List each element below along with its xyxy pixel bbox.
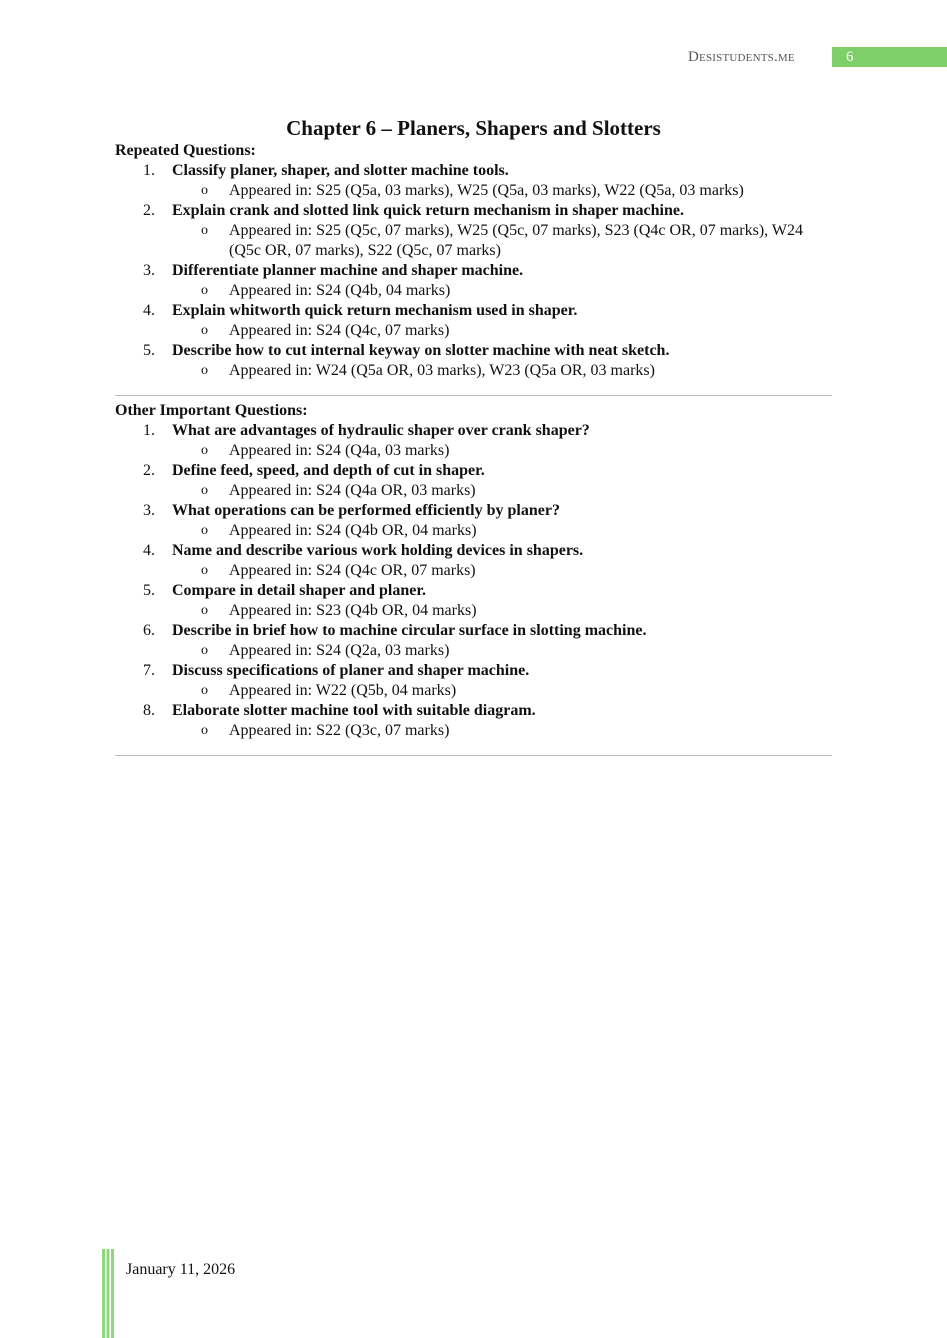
- section-heading-other: Other Important Questions:: [115, 402, 308, 419]
- question-number: 5.: [143, 342, 155, 359]
- bullet-icon: o: [201, 603, 208, 618]
- content: [115, 141, 832, 761]
- appeared-text: Appeared in: S24 (Q4c OR, 07 marks): [229, 562, 476, 579]
- question-item: [115, 301, 832, 321]
- bullet-icon: o: [201, 683, 208, 698]
- bullet-icon: o: [201, 643, 208, 658]
- question-item: [115, 261, 832, 281]
- appeared-text: Appeared in: S23 (Q4b OR, 04 marks): [229, 602, 477, 619]
- page-number-badge: 6: [832, 47, 947, 67]
- question-item: [115, 581, 832, 601]
- appeared-text: Appeared in: S24 (Q2a, 03 marks): [229, 642, 450, 659]
- appeared-in: [115, 481, 832, 501]
- appeared-text: Appeared in: S24 (Q4a, 03 marks): [229, 442, 450, 459]
- bullet-icon: o: [201, 723, 208, 738]
- divider: [115, 755, 832, 756]
- appeared-in: [115, 641, 832, 661]
- question-number: 5.: [143, 582, 155, 599]
- footer-date: January 11, 2026: [126, 1261, 236, 1278]
- question-number: 1.: [143, 422, 155, 439]
- appeared-in: [115, 681, 832, 701]
- appeared-text: Appeared in: S22 (Q3c, 07 marks): [229, 722, 450, 739]
- appeared-in: [115, 441, 832, 461]
- bullet-icon: o: [201, 283, 208, 298]
- bullet-icon: o: [201, 483, 208, 498]
- appeared-text: Appeared in: W24 (Q5a OR, 03 marks), W23 (Q5a OR, 03 marks): [229, 362, 655, 379]
- appeared-text: Appeared in: S24 (Q4a OR, 03 marks): [229, 482, 476, 499]
- question-item: [115, 341, 832, 361]
- appeared-in: [115, 601, 832, 621]
- section-heading-repeated: Repeated Questions:: [115, 142, 256, 159]
- question-text: Describe in brief how to machine circular surface in slotting machine.: [172, 622, 647, 639]
- question-item: [115, 661, 832, 681]
- appeared-in: [115, 561, 832, 581]
- header-site-name: Desistudents.me: [688, 49, 795, 65]
- question-number: 3.: [143, 262, 155, 279]
- question-text: Explain whitworth quick return mechanism used in shaper.: [172, 302, 578, 319]
- question-text: Differentiate planner machine and shaper machine.: [172, 262, 524, 279]
- question-number: 3.: [143, 502, 155, 519]
- appeared-text: Appeared in: S24 (Q4b OR, 04 marks): [229, 522, 477, 539]
- bullet-icon: o: [201, 183, 208, 198]
- question-item: [115, 541, 832, 561]
- question-number: 1.: [143, 162, 155, 179]
- bullet-icon: o: [201, 443, 208, 458]
- question-number: 4.: [143, 302, 155, 319]
- appeared-in: [115, 221, 832, 261]
- question-text: Compare in detail shaper and planer.: [172, 582, 426, 599]
- question-item: [115, 501, 832, 521]
- question-number: 2.: [143, 462, 155, 479]
- divider: [115, 395, 832, 396]
- question-number: 8.: [143, 702, 155, 719]
- bullet-icon: o: [201, 363, 208, 378]
- question-number: 6.: [143, 622, 155, 639]
- appeared-text: Appeared in: S25 (Q5c, 07 marks), W25 (Q5c, 07 marks), S23 (Q4c OR, 07 marks), W24 (Q5c OR, 07 marks), S22 (Q5c, 07 marks): [229, 222, 803, 259]
- question-text: Elaborate slotter machine tool with suitable diagram.: [172, 702, 536, 719]
- bullet-icon: o: [201, 523, 208, 538]
- appeared-text: Appeared in: W22 (Q5b, 04 marks): [229, 682, 457, 699]
- footer-accent-bars: [102, 1249, 114, 1338]
- question-text: Classify planer, shaper, and slotter machine tools.: [172, 162, 509, 179]
- question-number: 4.: [143, 542, 155, 559]
- question-number: 7.: [143, 662, 155, 679]
- other-list: [115, 421, 832, 741]
- question-text: Define feed, speed, and depth of cut in shaper.: [172, 462, 485, 479]
- appeared-in: [115, 721, 832, 741]
- question-text: What operations can be performed efficiently by planer?: [172, 502, 560, 519]
- appeared-in: [115, 181, 832, 201]
- appeared-in: [115, 321, 832, 341]
- question-text: Describe how to cut internal keyway on slotter machine with neat sketch.: [172, 342, 670, 359]
- question-item: [115, 621, 832, 641]
- appeared-text: Appeared in: S25 (Q5a, 03 marks), W25 (Q5a, 03 marks), W22 (Q5a, 03 marks): [229, 182, 744, 199]
- question-text: Explain crank and slotted link quick return mechanism in shaper machine.: [172, 202, 684, 219]
- chapter-title: Chapter 6 – Planers, Shapers and Slotters: [286, 116, 661, 140]
- appeared-in: [115, 361, 832, 381]
- question-item: [115, 701, 832, 721]
- bullet-icon: o: [201, 323, 208, 338]
- appeared-text: Appeared in: S24 (Q4b, 04 marks): [229, 282, 451, 299]
- appeared-text: Appeared in: S24 (Q4c, 07 marks): [229, 322, 450, 339]
- question-text: What are advantages of hydraulic shaper over crank shaper?: [172, 422, 590, 439]
- question-number: 2.: [143, 202, 155, 219]
- question-item: [115, 421, 832, 441]
- question-item: [115, 201, 832, 221]
- question-item: [115, 461, 832, 481]
- repeated-list: [115, 161, 832, 381]
- question-text: Discuss specifications of planer and shaper machine.: [172, 662, 530, 679]
- question-item: [115, 161, 832, 181]
- bullet-icon: o: [201, 563, 208, 578]
- bullet-icon: o: [201, 223, 208, 238]
- appeared-in: [115, 521, 832, 541]
- question-text: Name and describe various work holding devices in shapers.: [172, 542, 584, 559]
- appeared-in: [115, 281, 832, 301]
